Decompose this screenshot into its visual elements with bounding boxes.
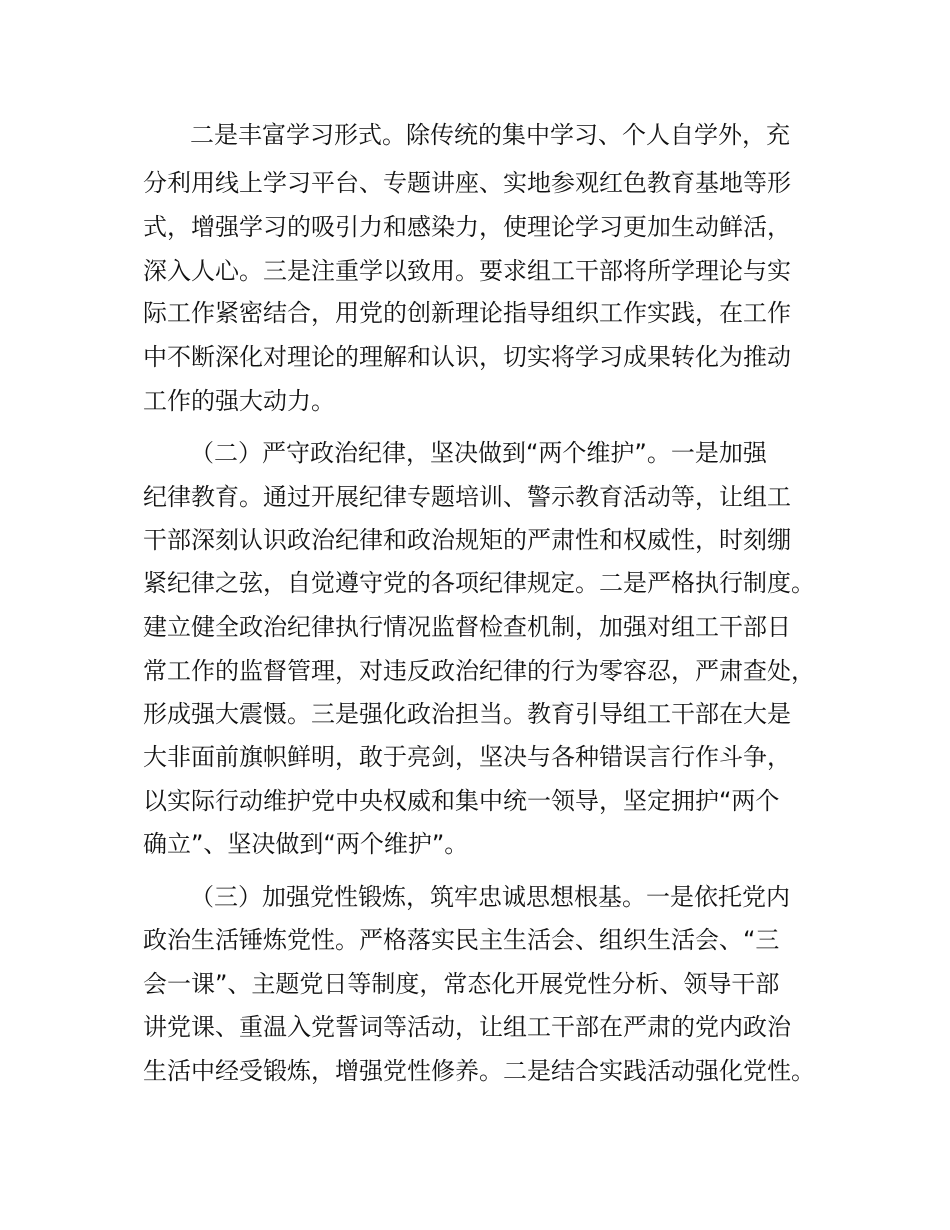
text-line: 讲党课、重温入党誓词等活动，让组工干部在严肃的党内政治: [143, 1013, 791, 1041]
text-line: 政治生活锤炼党性。严格落实民主生活会、组织生活会、“三: [143, 926, 780, 954]
text-line: 式，增强学习的吸引力和感染力，使理论学习更加生动鲜活，: [143, 213, 791, 241]
text-line: 会一课”、主题党日等制度，常态化开展党性分析、领导干部: [143, 970, 780, 998]
text-line: 际工作紧密结合，用党的创新理论指导组织工作实践，在工作: [143, 299, 791, 327]
text-line: 建立健全政治纪律执行情况监督检查机制，加强对组工干部日: [143, 613, 791, 641]
text-line: 中不断深化对理论的理解和认识，切实将学习成果转化为推动: [143, 343, 791, 371]
text-line: 以实际行动维护党中央权威和集中统一领导，坚定拥护“两个: [143, 787, 780, 815]
text-line: （二）严守政治纪律，坚决做到“两个维护”。一是加强: [190, 439, 767, 467]
text-line: 生活中经受锻炼，增强党性修养。二是结合实践活动强化党性。: [143, 1057, 815, 1085]
text-line: （三）加强党性锻炼，筑牢忠诚思想根基。一是依托党内: [190, 883, 790, 911]
text-line: 紧纪律之弦，自觉遵守党的各项纪律规定。二是严格执行制度。: [143, 569, 815, 597]
text-line: 工作的强大动力。: [143, 387, 335, 415]
text-line: 形成强大震慑。三是强化政治担当。教育引导组工干部在大是: [143, 700, 791, 728]
text-line: 大非面前旗帜鲜明，敢于亮剑，坚决与各种错误言行作斗争，: [143, 743, 791, 771]
text-line: 深入人心。三是注重学以致用。要求组工干部将所学理论与实: [143, 257, 791, 285]
text-line: 纪律教育。通过开展纪律专题培训、警示教育活动等，让组工: [143, 483, 791, 511]
text-line: 分利用线上学习平台、专题讲座、实地参观红色教育基地等形: [143, 169, 791, 197]
text-line: 二是丰富学习形式。除传统的集中学习、个人自学外，充: [190, 121, 790, 149]
text-line: 常工作的监督管理，对违反政治纪律的行为零容忍，严肃查处，: [143, 657, 815, 685]
text-line: 干部深刻认识政治纪律和政治规矩的严肃性和权威性，时刻绷: [143, 526, 791, 554]
text-line: 确立”、坚决做到“两个维护”。: [143, 830, 469, 858]
